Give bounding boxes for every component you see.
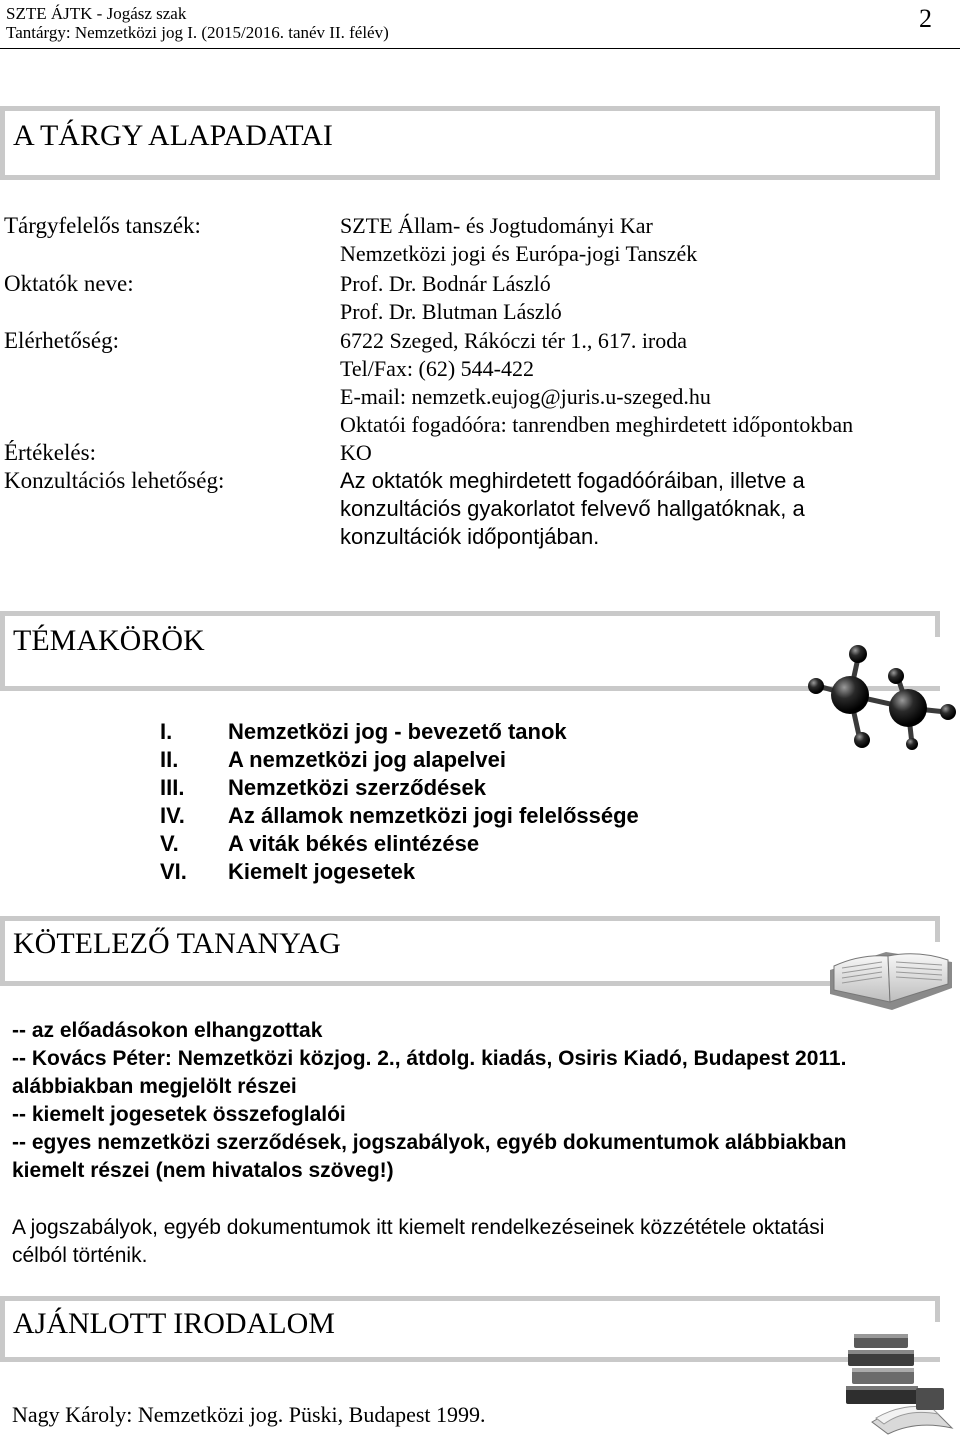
- topic-title: A nemzetközi jog alapelvei: [228, 747, 506, 772]
- topic-number: VI.: [160, 859, 187, 884]
- value-email: E-mail: nemzetk.eujog@juris.u-szeged.hu: [340, 384, 711, 409]
- value-address: 6722 Szeged, Rákóczi tér 1., 617. iroda: [340, 328, 688, 353]
- section-title-topics: TÉMAKÖRÖK: [13, 624, 205, 657]
- value-consult-2: konzultációs gyakorlatot felvevő hallgatóknak, a: [340, 496, 805, 521]
- page-header: [6, 4, 389, 42]
- label-department: Tárgyfelelős tanszék:: [4, 213, 201, 238]
- section-title-materials: KÖTELEZŐ TANANYAG: [13, 927, 341, 960]
- header-divider: [0, 48, 960, 49]
- material-line-5: -- egyes nemzetközi szerződések, jogszabályok, egyéb dokumentumok alábbiakban: [12, 1131, 847, 1154]
- label-evaluation: Értékelés:: [4, 440, 96, 465]
- section-topics: [0, 611, 940, 691]
- section-basics: [0, 106, 940, 180]
- value-evaluation: KO: [340, 440, 372, 465]
- literature-reference: Nagy Károly: Nemzetközi jog. Püski, Budapest 1999.: [12, 1402, 486, 1427]
- header-line-2: Tantárgy: Nemzetközi jog I. (2015/2016. tanév II. félév): [6, 23, 389, 42]
- section-title-basics: A TÁRGY ALAPADATAI: [13, 119, 333, 152]
- book-stack-icon: [832, 1326, 958, 1436]
- molecule-icon: [808, 640, 958, 750]
- topic-number: III.: [160, 775, 185, 800]
- label-contact: Elérhetőség:: [4, 328, 119, 353]
- label-teachers: Oktatók neve:: [4, 271, 134, 296]
- material-line-1: -- az előadásokon elhangzottak: [12, 1019, 323, 1042]
- value-hours: Oktatói fogadóóra: tanrendben meghirdetett időpontokban: [340, 412, 854, 437]
- topic-title: Nemzetközi szerződések: [228, 775, 486, 800]
- topic-title: A viták békés elintézése: [228, 831, 480, 856]
- value-dept-2: Nemzetközi jogi és Európa-jogi Tanszék: [340, 241, 698, 266]
- value-dept-1: SZTE Állam- és Jogtudományi Kar: [340, 213, 653, 238]
- material-line-6: kiemelt részei (nem hivatalos szöveg!): [12, 1159, 394, 1182]
- material-line-3: alábbiakban megjelölt részei: [12, 1075, 297, 1098]
- material-note-2: célból történik.: [12, 1244, 148, 1267]
- topic-number: I.: [160, 719, 173, 744]
- material-line-2: -- Kovács Péter: Nemzetközi közjog. 2., átdolg. kiadás, Osiris Kiadó, Budapest 2011.: [12, 1047, 847, 1070]
- value-consult-1: Az oktatók meghirdetett fogadóóráiban, illetve a: [340, 468, 805, 493]
- label-consultation: Konzultációs lehetőség:: [4, 468, 225, 493]
- section-title-literature: AJÁNLOTT IRODALOM: [13, 1307, 335, 1340]
- value-consult-3: konzultációk időpontjában.: [340, 524, 600, 549]
- topic-title: Kiemelt jogesetek: [228, 859, 416, 884]
- section-materials: [0, 916, 940, 986]
- material-note-1: A jogszabályok, egyéb dokumentumok itt kiemelt rendelkezéseinek közzététele oktatási: [12, 1216, 825, 1239]
- value-teacher-2: Prof. Dr. Blutman László: [340, 299, 562, 324]
- value-teacher-1: Prof. Dr. Bodnár László: [340, 271, 551, 296]
- section-literature: [0, 1296, 940, 1362]
- value-phone: Tel/Fax: (62) 544-422: [340, 356, 534, 381]
- topic-title: Nemzetközi jog - bevezető tanok: [228, 719, 567, 744]
- material-line-4: -- kiemelt jogesetek összefoglalói: [12, 1103, 346, 1126]
- topic-number: IV.: [160, 803, 185, 828]
- open-book-icon: [826, 940, 956, 1018]
- page-number: 2: [919, 4, 932, 33]
- topic-number: V.: [160, 831, 179, 856]
- topic-number: II.: [160, 747, 179, 772]
- header-line-1: SZTE ÁJTK - Jogász szak: [6, 4, 187, 23]
- topic-title: Az államok nemzetközi jogi felelőssége: [228, 803, 639, 828]
